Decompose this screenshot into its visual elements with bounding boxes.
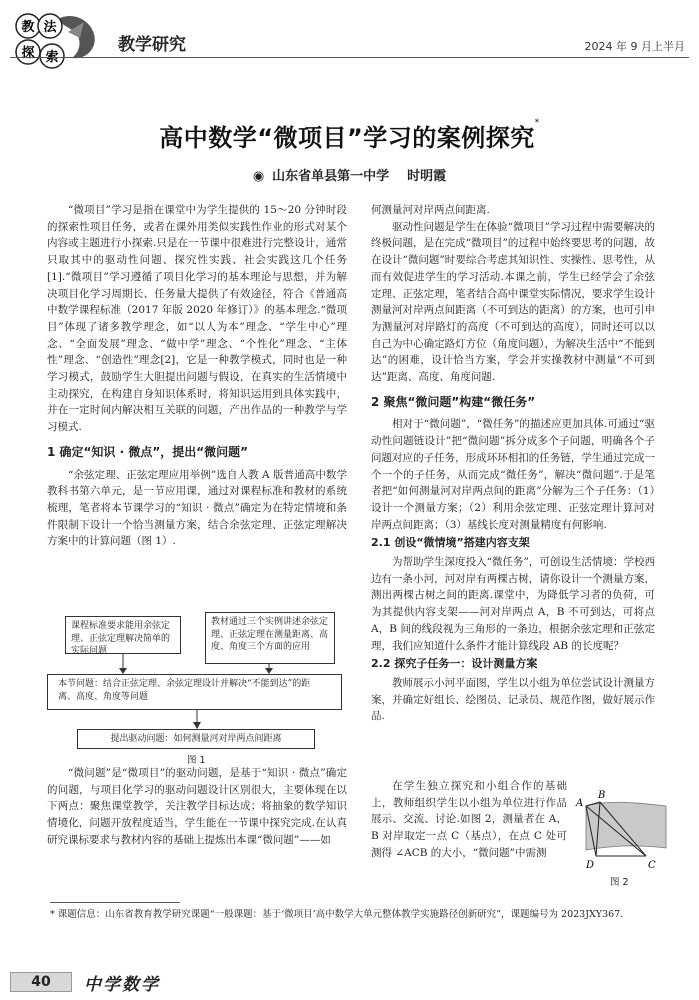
column-logo	[10, 8, 104, 74]
title-text: 高中数学“微项目”学习的案例探究	[159, 124, 535, 152]
figure-2-caption: 图 2	[610, 877, 629, 888]
right-column-bottom	[371, 778, 567, 862]
section-2-paragraph: 相对于“微问题”，“微任务”的描述应更加具体.可通过“驱动性问题链设计”把“微问题”拆分成多个子问题，明确各个子问题对应的子任务，形成环环相扣的任务链，学生通过完成一个一个的子任务，从而完成“微任务”，解决“微问题”.于是笔者把“如何测量河对岸两点间的距离”分解为三个子任务：（1）设计一个测量方案；（2）利用余弦定理、正弦定理计算河对岸两点间距离；（3）基线长度对测量精度有何影响.	[371, 418, 655, 531]
figure-1-box-standard: 课程标准要求能用余弦定理、正弦定理解决简单的实际问题	[65, 616, 181, 654]
micro-problem-paragraph: “微问题”是“微项目”的驱动问题，是基于“知识 · 微点”确定的问题，与项目化学习的驱动问题设计区别很大，主要体现在以下两点：聚焦课堂教学，关注教学目标达成；将抽象的数学知识情境化，问题开放程度适当，学生能在一节课中探究完成.在认真研究课标要求与教材内容的基础上提炼出本课“微问题”——如	[47, 767, 347, 846]
journal-name: 中学数学	[84, 975, 160, 995]
river-diagram	[572, 784, 670, 874]
school-name: 山东省单县第一中学	[272, 169, 390, 184]
logo-char-4: 索	[45, 50, 59, 65]
figure-1-box-driving-question: 提出驱动问题：如何测量河对岸两点间距离	[77, 729, 315, 749]
logo-char-3: 探	[21, 46, 35, 61]
section-2-1-heading: 2.1 创设“微情境”搭建内容支架	[371, 536, 530, 550]
group-work-paragraph: 在学生独立探究和小组合作的基础上，教师组织学生以小组为单位进行作品展示、交流、讨论.如图 2，测量者在 A，B 对岸取定一点 C（基点），在点 C 处可测得 ∠ACB 的大小，“微问题”中需测	[371, 780, 567, 859]
figure-1-caption: 图 1	[187, 755, 206, 766]
left-column	[47, 202, 347, 550]
header-rule	[10, 57, 689, 58]
intro-paragraph: “微项目”学习是指在课堂中为学生提供的 15～20 分钟时段的探索性项目任务，或者在课外用类似实践性作业的形式对某个内容或主题进行小探索.只是在一节课中很难进行完整设计，通常只取其中的驱动性问题、探究性实践、社会实践这几个任务[1].“微项目”学习遵循了项目化学习的基本理论与思想，并为解决项目化学习周期长、任务量大提供了有效途径，符合《普通高中数学课程标准（2017 年版 2020 年修订）》的基本理念.“微项目”体现了诸多教学理念，如“以人为本”理念、“学生中心”理念、“全面发展”理念、“做中学”理念、“个性化”理念、“主体性”理念、“创造性”理念[2]，它是一种教学模式，同时也是一种学习模式，鼓励学生大胆提出问题与假设，在真实的生活情境中主动探究，在构建自身知识体系时，将知识运用到具体实践中，并在一定时间内解决相互关联的问题，产出作品的一种教学与学习模式.	[47, 204, 347, 434]
title-footnote-mark: *	[534, 118, 540, 128]
logo-char-1: 教	[21, 20, 35, 35]
section-2-2-heading: 2.2 探究子任务一：设计测量方案	[371, 657, 538, 671]
logo-char-2: 法	[43, 20, 57, 35]
driving-question-paragraph: 驱动性问题是学生在体验“微项目”学习过程中需要解决的终极问题，是在完成“微项目”的过程中始终要思考的问题，故在设计“微问题”时要综合考虑其知识性、实操性、思考性，从而有效促进学生的学习活动.本课之前，学生已经学会了余弦定理、正弦定理，笔者结合高中课堂实际情况，要求学生设计测量河对岸两点间距离（不可到达的距离）的方案，也可引申为测量河对岸路灯的高度（不可到达的高度），同时还可以以自己为中心确定路灯方位（角度问题），为解决生活中“不能到达”的困难，设计恰当方案，学会并实操教材中测量“不可到达”距离、高度、角度问题.	[371, 220, 655, 384]
issue-date: 2024 年 9 月上半月	[584, 40, 685, 53]
continued-line: 何测量河对岸两点间距离.	[371, 204, 490, 216]
point-b-label: B	[598, 790, 606, 801]
right-column	[371, 202, 655, 725]
column-title: 教学研究	[118, 35, 186, 55]
section-1-heading: 1 确定“知识 · 微点”，提出“微问题”	[47, 444, 248, 459]
section-2-2-paragraph: 教师展示小河平面图，学生以小组为单位尝试设计测量方案，并确定好组长、绘图员、记录员、规范作图，做好展示作品.	[371, 676, 655, 723]
point-d-label: D	[586, 860, 595, 871]
point-c-label: C	[648, 860, 656, 871]
author-bullet-icon: ◉	[252, 169, 265, 184]
section-2-1-paragraph: 为帮助学生深度投入“微任务”，可创设生活情境：学校西边有一条小河，河对岸有两棵古树，请你设计一个测量方案，测出两棵古树之间的距离.课堂中，为降低学习者的负荷，可为其提供内容支架——河对岸两点 A，B 不可到达，可将点 A，B 间的线段视为三角形的一条边，根据余弦定理和正弦定理，我们应知道什么条件才能计算线段 AB 的长度呢？	[371, 556, 655, 652]
author-name: 时明霞	[407, 169, 447, 184]
article-title	[0, 118, 699, 153]
point-a-label: A	[576, 798, 584, 809]
figure-2	[572, 784, 670, 892]
page-number: 40	[10, 972, 72, 992]
figure-1	[47, 612, 347, 766]
figure-1-box-textbook: 教材通过三个实例讲述余弦定理、正弦定理在测量距离、高度、角度三个方面的应用	[205, 612, 335, 664]
footnote: * 课题信息：山东省教育教学研究课题“一般课题：基于‘微项目’高中数学大单元整体教学实施路径创新研究”，课题编号为 2023JXY367.	[50, 909, 624, 920]
footnote-rule	[50, 902, 180, 903]
section-2-heading: 2 聚焦“微问题”构建“微任务”	[371, 394, 536, 409]
section-1-paragraph: “余弦定理、正弦定理应用举例”选自人教 A 版普通高中数学教科书第六单元，是一节应用课，通过对课程标准和教材的系统梳理，笔者将本节课学习的“知识 · 微点”确定为在特定情境和条件限制下设计一个恰当测量方案，结合余弦定理、正弦定理解决方案中的计算问题（图 1）.	[47, 468, 347, 548]
figure-1-box-lesson-problem: 本节问题：结合正弦定理、余弦定理设计并解决“不能到达”的距离、高度、角度等问题	[47, 674, 342, 710]
author-line	[0, 165, 699, 184]
left-column-continued	[47, 765, 347, 849]
